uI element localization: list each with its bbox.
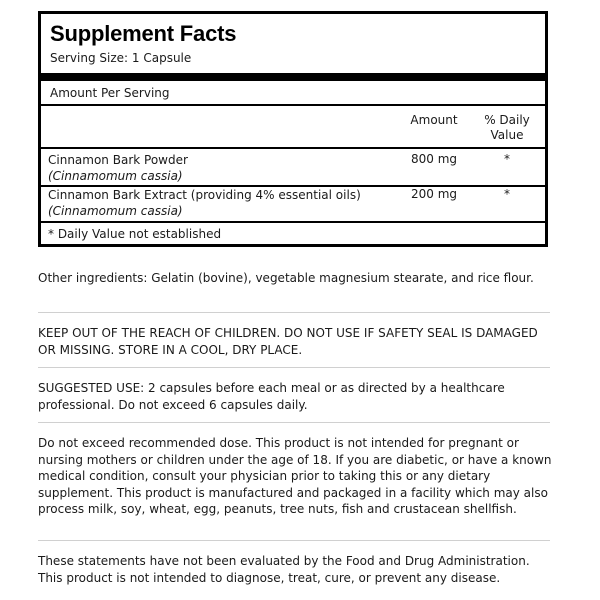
ingredient-amount: 200 mg	[410, 187, 458, 201]
ingredient-name: Cinnamon Bark Powder	[48, 153, 188, 167]
suggested-use: SUGGESTED USE: 2 capsules before each meal or as directed by a healthcare professional. Do not exceed 6 capsules daily.	[38, 381, 505, 412]
section-divider	[38, 422, 550, 423]
supplement-facts-panel	[38, 11, 548, 247]
ingredient-name: Cinnamon Bark Extract (providing 4% essential oils)	[48, 188, 361, 202]
section-divider	[38, 312, 550, 313]
divider	[41, 104, 545, 106]
thick-divider	[41, 73, 545, 81]
fda-disclaimer: These statements have not been evaluated by the Food and Drug Administration. This product is not intended to diagnose, treat, cure, or prevent any disease.	[38, 554, 530, 585]
amount-column-header: Amount	[410, 113, 458, 127]
ingredient-scientific-name: (Cinnamomum cassia)	[48, 169, 183, 183]
ingredient-row	[48, 152, 188, 184]
section-divider	[38, 540, 550, 541]
ingredient-daily-value: *	[504, 152, 510, 166]
amount-per-serving-label: Amount Per Serving	[50, 86, 170, 100]
divider	[41, 221, 545, 223]
divider	[41, 147, 545, 149]
facts-title: Supplement Facts	[50, 21, 237, 46]
ingredient-row	[48, 187, 361, 219]
ingredient-amount: 800 mg	[410, 152, 458, 166]
daily-value-column-header: % Daily Value	[484, 113, 530, 142]
ingredient-daily-value: *	[504, 187, 510, 201]
other-ingredients: Other ingredients: Gelatin (bovine), vegetable magnesium stearate, and rice flour.	[38, 271, 534, 285]
daily-value-footnote: * Daily Value not established	[48, 227, 222, 241]
section-divider	[38, 367, 550, 368]
warning-text: KEEP OUT OF THE REACH OF CHILDREN. DO NOT USE IF SAFETY SEAL IS DAMAGED OR MISSING. STORE IN A COOL, DRY PLACE.	[38, 326, 538, 357]
serving-size: Serving Size: 1 Capsule	[50, 51, 192, 65]
ingredient-scientific-name: (Cinnamomum cassia)	[48, 204, 183, 218]
caution-text: Do not exceed recommended dose. This product is not intended for pregnant or nursing mothers or children under the age of 18. If you are diabetic, or have a known medical condition, consult your physician prior to taking this or any dietary supplement. This product is manufactured and packaged in a facility which may also process milk, soy, wheat, egg, peanuts, tree nuts, fish and crustacean shellfish.	[38, 436, 552, 516]
